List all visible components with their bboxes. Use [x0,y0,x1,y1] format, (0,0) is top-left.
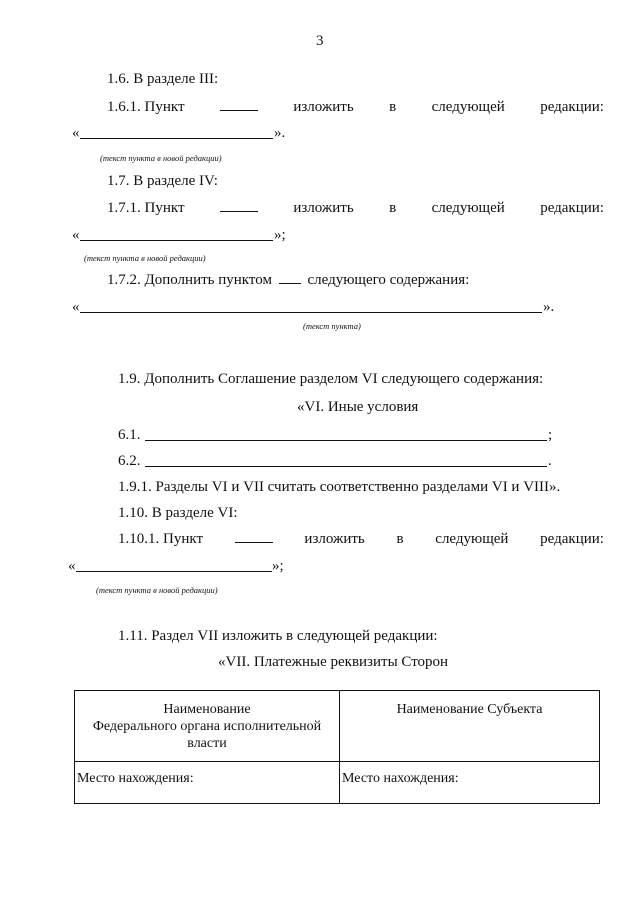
point-6-1-end: ; [548,427,553,443]
section-vi-title: «VI. Иные условия [297,399,419,415]
point-6-1-fill-line [145,440,547,441]
word-redaktsii: редакции: [540,531,604,547]
location-label: Место нахождения: [77,771,194,786]
word-izlozhit: изложить [293,200,354,216]
word-redaktsii: редакции: [540,200,604,216]
word-v: в [389,99,397,115]
header-line-1: Наименование [163,702,251,717]
federal-body-location-cell [75,762,340,804]
quote-2-close: »; [274,227,286,243]
clause-1-7-1 [107,199,604,217]
point-6-1-number: 6.1. [118,427,141,443]
quote-2-open: « [72,227,80,243]
clause-1-7-2-text-a: 1.7.2. Дополнить пунктом [107,272,272,288]
clause-1-6-1-blank [220,98,258,111]
clause-1-9-1: 1.9.1. Разделы VI и VII считать соответственно разделами VI и VIII». [118,479,561,495]
point-6-2-fill-line [145,466,547,467]
payment-requisites-table [74,690,600,804]
table-header-row [75,691,600,762]
quote-3-note: (текст пункта) [303,321,361,331]
clause-1-6-1 [107,98,604,116]
quote-1-close: ». [274,125,286,141]
section-1-11-heading: 1.11. Раздел VII изложить в следующей редакции: [118,628,438,644]
quote-1-open: « [72,125,80,141]
word-izlozhit: изложить [304,531,365,547]
word-v: в [389,200,397,216]
clause-1-7-2-blank [279,272,301,284]
quote-4-fill-line [76,571,272,572]
quote-3-close: ». [543,299,555,315]
subject-header-text: Наименование Субъекта [396,702,543,717]
word-sleduyushchey: следующей [435,531,509,547]
word-redaktsii: редакции: [540,99,604,115]
quote-2-note: (текст пункта в новой редакции) [84,253,206,263]
clause-1-6-1-number: 1.6.1. Пункт [107,99,185,115]
quote-3-fill-line [80,312,542,313]
location-label: Место нахождения: [342,771,459,786]
clause-1-7-2 [107,271,469,289]
clause-1-7-1-number: 1.7.1. Пункт [107,200,185,216]
clause-1-7-1-blank [220,199,258,212]
quote-4-close: »; [272,558,284,574]
word-izlozhit: изложить [293,99,354,115]
clause-1-10-1 [118,530,604,548]
section-1-9-heading: 1.9. Дополнить Соглашение разделом VI следующего содержания: [118,371,544,387]
quote-2-fill-line [80,240,273,241]
table-row [75,762,600,804]
word-sleduyushchey: следующей [431,99,505,115]
word-v: в [396,531,404,547]
quote-4-open: « [68,558,76,574]
subject-location-cell [340,762,600,804]
clause-1-7-2-text-b: следующего содержания: [307,272,470,288]
clause-1-10-1-blank [235,530,273,543]
subject-name-header [340,691,600,762]
quote-3-open: « [72,299,80,315]
header-line-2: Федерального органа исполнительной [92,719,322,734]
quote-1-note: (текст пункта в новой редакции) [100,153,222,163]
header-line-3: власти [187,736,227,751]
quote-4-note: (текст пункта в новой редакции) [96,585,218,595]
point-6-2-end: . [548,453,552,469]
federal-body-name-header [75,691,340,762]
quote-1-fill-line [80,138,273,139]
word-sleduyushchey: следующей [431,200,505,216]
section-1-7-heading: 1.7. В разделе IV: [107,173,218,189]
section-1-10-heading: 1.10. В разделе VI: [118,505,238,521]
section-vii-title: «VII. Платежные реквизиты Сторон [218,654,449,670]
section-1-6-heading: 1.6. В разделе III: [107,71,219,87]
point-6-2-number: 6.2. [118,453,141,469]
clause-1-10-1-number: 1.10.1. Пункт [118,531,204,547]
page-number: 3 [316,33,324,49]
